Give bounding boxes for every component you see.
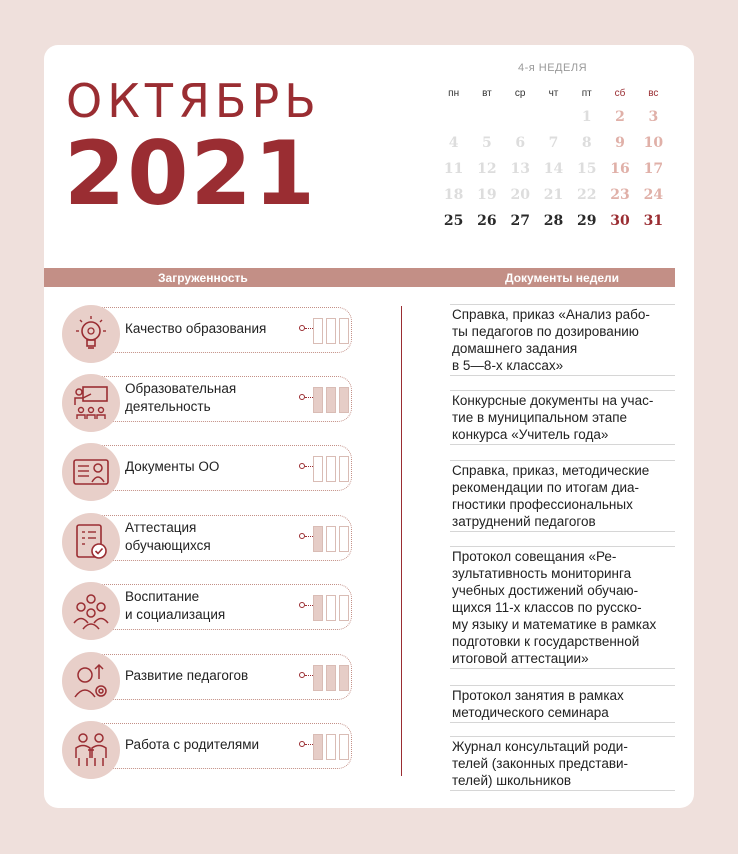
gauge-segment — [326, 734, 336, 760]
workload-icon-circle — [62, 374, 120, 432]
workload-gauge — [313, 595, 349, 621]
connector-line — [305, 466, 313, 467]
workload-row — [62, 513, 362, 571]
document-item — [450, 736, 675, 791]
mini-calendar — [437, 86, 670, 234]
calendar-day: 11 — [443, 161, 464, 177]
document-item — [450, 546, 675, 669]
gauge-segment — [313, 526, 323, 552]
section-header-bar — [44, 268, 675, 287]
bulb-icon — [71, 314, 111, 354]
year-title: 2021 — [64, 122, 317, 225]
document-item — [450, 685, 675, 723]
calendar-day: 8 — [581, 135, 592, 151]
group-icon — [71, 591, 111, 631]
calendar-day: 23 — [610, 187, 630, 203]
teacher-class-icon — [71, 383, 111, 423]
calendar-day: 14 — [543, 161, 564, 177]
gauge-segment — [339, 387, 349, 413]
gauge-segment — [326, 526, 336, 552]
calendar-day: 19 — [477, 187, 497, 203]
gauge-segment — [313, 387, 323, 413]
connector-line — [305, 605, 313, 606]
calendar-day: 21 — [543, 187, 564, 203]
weekday-label: вт — [482, 87, 492, 99]
gauge-segment — [313, 665, 323, 691]
workload-label: Документы ОО — [125, 459, 220, 474]
calendar-day: 20 — [510, 187, 530, 203]
calendar-day: 18 — [443, 187, 464, 203]
workload-icon-circle — [62, 721, 120, 779]
calendar-day: 29 — [577, 213, 597, 229]
workload-label: Образовательная деятельность — [125, 381, 237, 414]
column-divider — [401, 306, 402, 776]
weekday-label: сб — [614, 87, 626, 99]
gauge-segment — [339, 456, 349, 482]
documents-header: Документы недели — [505, 271, 620, 285]
workload-icon-circle — [62, 305, 120, 363]
gauge-segment — [313, 318, 323, 344]
calendar-day: 4 — [448, 135, 459, 151]
gauge-segment — [339, 734, 349, 760]
connector-line — [305, 397, 313, 398]
document-text: Справка, приказ «Анализ рабо- ты педагогов по дозированию домашнего задания в 5—8-х классах» — [452, 307, 650, 373]
calendar-week — [437, 130, 670, 156]
calendar-day: 5 — [482, 135, 492, 151]
gauge-segment — [313, 595, 323, 621]
workload-label: Работа с родителями — [125, 737, 260, 752]
document-item — [450, 304, 675, 376]
calendar-day: 6 — [515, 135, 526, 151]
gauge-segment — [339, 595, 349, 621]
calendar-day: 31 — [643, 213, 664, 229]
weekday-label: ср — [514, 87, 526, 99]
gauge-segment — [339, 665, 349, 691]
gauge-segment — [326, 387, 336, 413]
document-item — [450, 460, 675, 532]
gauge-segment — [326, 318, 336, 344]
calendar-day: 1 — [581, 109, 592, 125]
gauge-segment — [313, 456, 323, 482]
calendar-day: 3 — [648, 109, 659, 125]
connector-line — [305, 536, 313, 537]
weekday-header — [437, 86, 670, 100]
gauge-segment — [326, 665, 336, 691]
calendar-day: 9 — [615, 135, 625, 151]
documents-icon — [71, 452, 111, 492]
calendar-week — [437, 156, 670, 182]
workload-row — [62, 582, 362, 640]
workload-gauge — [313, 387, 349, 413]
weekday-label: пт — [581, 87, 592, 99]
calendar-week — [437, 104, 670, 130]
workload-gauge — [313, 456, 349, 482]
workload-gauge — [313, 526, 349, 552]
calendar-day: 13 — [510, 161, 530, 177]
week-label: 4-я НЕДЕЛЯ — [517, 62, 588, 74]
gauge-segment — [339, 526, 349, 552]
gauge-segment — [313, 734, 323, 760]
connector-line — [305, 328, 313, 329]
calendar-day: 2 — [615, 109, 625, 125]
calendar-day: 24 — [643, 187, 664, 203]
document-text: Протокол занятия в рамках методического семинара — [452, 688, 624, 720]
calendar-day: 27 — [510, 213, 530, 229]
calendar-week — [437, 182, 670, 208]
document-text: Журнал консультаций роди- телей (законных представи- телей) школьников — [452, 739, 629, 788]
workload-gauge — [313, 734, 349, 760]
gauge-segment — [339, 318, 349, 344]
workload-row — [62, 443, 362, 501]
weekday-label: чт — [548, 87, 559, 99]
document-text: Конкурсные документы на учас- тие в муниципальном этапе конкурса «Учитель года» — [452, 393, 654, 442]
calendar-day: 12 — [477, 161, 497, 177]
calendar-day: 22 — [577, 187, 597, 203]
calendar-day: 17 — [643, 161, 664, 177]
calendar-day: 25 — [443, 213, 464, 229]
connector-line — [305, 675, 313, 676]
workload-row — [62, 374, 362, 432]
workload-row — [62, 305, 362, 363]
workload-row — [62, 652, 362, 710]
document-text: Протокол совещания «Ре- зультативность мониторинга учебных достижений обучаю- щихся 11-х классов по русско- му языку и математике в рамках подготовки к государственной итоговой аттестации» — [452, 549, 657, 666]
calendar-day: 10 — [643, 135, 664, 151]
document-item — [450, 390, 675, 445]
workload-label: Развитие педагогов — [125, 668, 249, 683]
calendar-day: 28 — [543, 213, 564, 229]
workload-row — [62, 721, 362, 779]
calendar-day: 16 — [610, 161, 630, 177]
parents-icon — [71, 730, 111, 770]
calendar-day: 15 — [577, 161, 597, 177]
workload-label: Качество образования — [125, 321, 267, 336]
workload-label: Воспитание и социализация — [125, 589, 226, 622]
workload-icon-circle — [62, 513, 120, 571]
connector-line — [305, 744, 313, 745]
workload-gauge — [313, 318, 349, 344]
checklist-icon — [71, 522, 111, 562]
month-title: ОКТЯБРЬ — [66, 74, 321, 128]
calendar-day: 26 — [477, 213, 497, 229]
workload-icon-circle — [62, 582, 120, 640]
workload-gauge — [313, 665, 349, 691]
document-text: Справка, приказ, методические рекомендации по итогам диа- гностики профессиональных затруднений педагогов — [452, 463, 650, 529]
calendar-day: 30 — [610, 213, 630, 229]
gauge-segment — [326, 456, 336, 482]
workload-header: Загруженность — [158, 271, 248, 285]
gauge-segment — [326, 595, 336, 621]
calendar-day: 7 — [548, 135, 559, 151]
teacher-growth-icon — [71, 661, 111, 701]
workload-icon-circle — [62, 443, 120, 501]
weekday-label: пн — [448, 87, 460, 99]
workload-label: Аттестация обучающихся — [125, 520, 211, 553]
calendar-week — [437, 208, 670, 234]
workload-icon-circle — [62, 652, 120, 710]
weekday-label: вс — [648, 87, 659, 99]
